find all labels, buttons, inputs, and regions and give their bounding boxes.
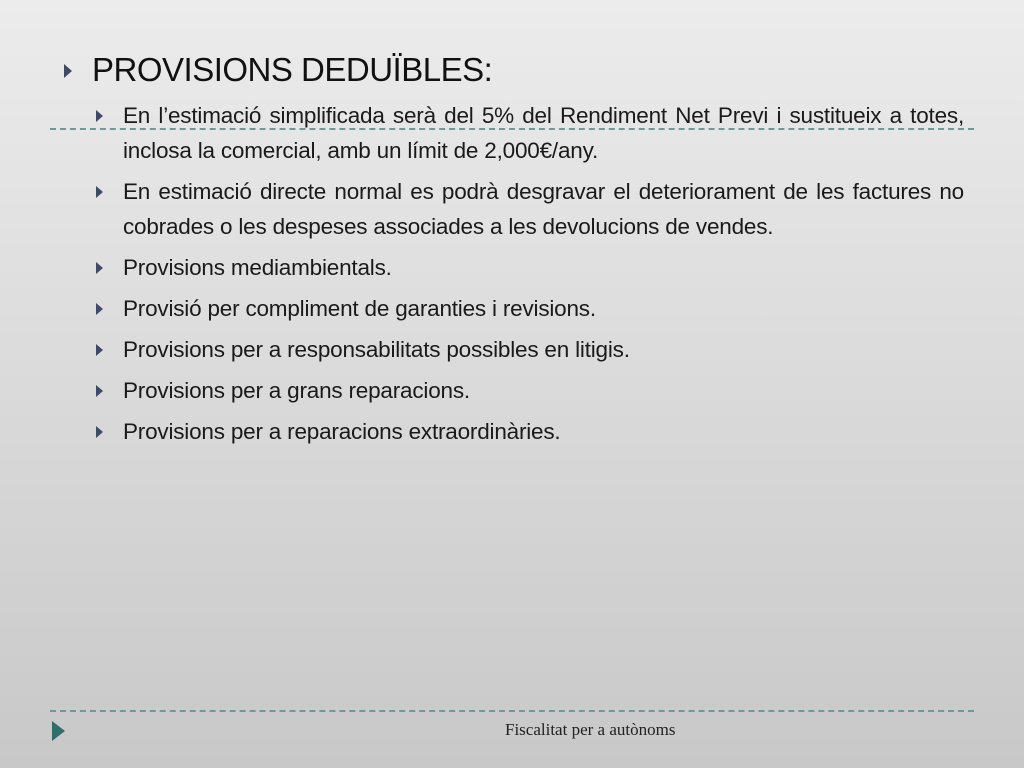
list-item-text: Provisions per a grans reparacions. <box>123 378 470 403</box>
list-item <box>96 250 964 285</box>
list-item-text: Provisions mediambientals. <box>123 255 392 280</box>
bullet-icon <box>96 385 103 397</box>
list-item <box>96 414 964 449</box>
list-item-text: Provisions per a reparacions extraordinàries. <box>123 419 561 444</box>
list-item <box>96 98 964 168</box>
title-row <box>64 48 964 92</box>
list-item <box>96 174 964 244</box>
bullet-icon <box>96 344 103 356</box>
list-item <box>96 291 964 326</box>
slide-title: PROVISIONS DEDUÏBLES: <box>92 51 493 88</box>
bullet-list <box>96 98 964 455</box>
list-item-text: Provisió per compliment de garanties i revisions. <box>123 296 596 321</box>
list-item-text: En l’estimació simplificada serà del 5% del Rendiment Net Previ i sustitueix a totes, inclosa la comercial, amb un límit de 2,000€/any. <box>123 103 964 163</box>
title-bullet-icon <box>64 64 72 78</box>
bullet-icon <box>96 303 103 315</box>
list-item <box>96 332 964 367</box>
bottom-divider <box>50 710 974 712</box>
list-item-text: En estimació directe normal es podrà desgravar el deteriorament de les factures no cobrades o les despeses associades a les devolucions de vendes. <box>123 179 964 239</box>
bullet-icon <box>96 426 103 438</box>
list-item <box>96 373 964 408</box>
bullet-icon <box>96 262 103 274</box>
footer-arrow-icon <box>52 721 65 741</box>
list-item-text: Provisions per a responsabilitats possibles en litigis. <box>123 337 630 362</box>
bullet-icon <box>96 110 103 122</box>
footer-text: Fiscalitat per a autònoms <box>505 720 676 739</box>
bullet-icon <box>96 186 103 198</box>
